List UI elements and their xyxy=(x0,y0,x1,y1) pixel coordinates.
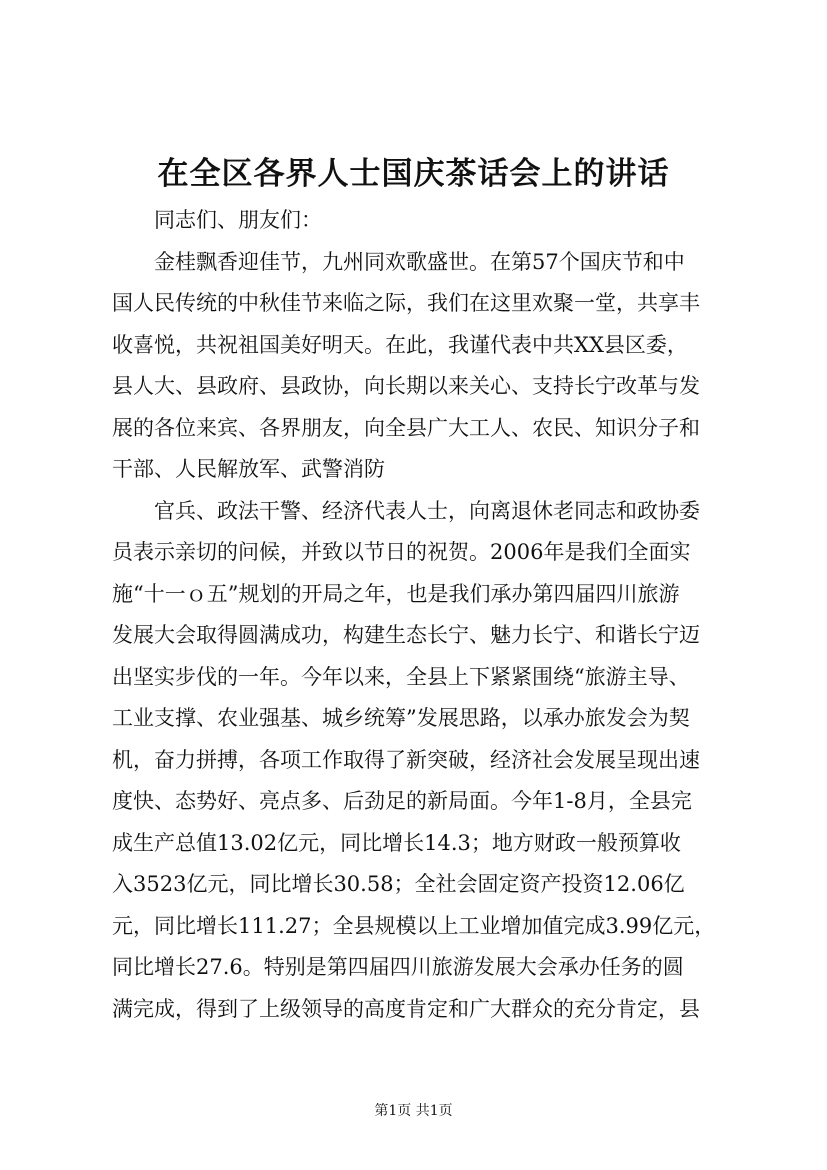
text-line: 收喜悦，共祝祖国美好明天。在此，我谨代表中共XX县区委， xyxy=(112,332,688,357)
text-line: 干部、人民解放军、武警消防 xyxy=(112,457,385,481)
text-line: 成生产总值13.02亿元，同比增长14.3；地方财政一般预算收 xyxy=(112,830,681,855)
text-line: 满完成，得到了上级领导的高度肯定和广大群众的充分肯定，县 xyxy=(112,996,700,1021)
text-line: 同比增长27.6。特别是第四届四川旅游发展大会承办任务的圆 xyxy=(112,955,684,979)
text-line: 金桂飘香迎佳节，九州同欢歌盛世。在第57个国庆节和中 xyxy=(154,249,685,274)
text-line: 国人民传统的中秋佳节来临之际，我们在这里欢聚一堂，共享丰 xyxy=(112,291,700,315)
text-line: 出坚实步伐的一年。今年以来，全县上下紧紧围绕“旅游主导、 xyxy=(112,664,690,689)
text-line: 官兵、政法干警、经济代表人士，向离退休老同志和政协委 xyxy=(154,498,700,523)
document-title: 在全区各界人士国庆茶话会上的讲话 xyxy=(157,156,670,192)
text-line: 县人大、县政府、县政协，向长期以来关心、支持长宁改革与发 xyxy=(112,374,700,398)
text-line: 同志们、朋友们： xyxy=(154,208,322,232)
document-body xyxy=(112,200,732,1030)
text-line: 展的各位来宾、各界朋友，向全县广大工人、农民、知识分子和 xyxy=(112,415,700,440)
text-line: 元，同比增长111.27；全县规模以上工业增加值完成3.99亿元， xyxy=(112,913,716,938)
text-line: 度快、态势好、亮点多、后劲足的新局面。今年1-8月，全县完 xyxy=(112,789,692,813)
text-line: 机，奋力拼搏，各项工作取得了新突破，经济社会发展呈现出速 xyxy=(112,747,700,772)
text-line: 施“十一ｏ五”规划的开局之年，也是我们承办第四届四川旅游 xyxy=(112,581,680,606)
page-footer: 第1页 共1页 xyxy=(374,1103,453,1119)
text-line: 入3523亿元，同比增长30.58；全社会固定资产投资12.06亿 xyxy=(112,872,685,896)
text-line: 工业支撑、农业强基、城乡统筹”发展思路，以承办旅发会为契 xyxy=(112,706,690,730)
text-line: 员表示亲切的问候，并致以节日的祝贺。2006年是我们全面实 xyxy=(112,540,691,564)
text-line: 发展大会取得圆满成功，构建生态长宁、魅力长宁、和谐长宁迈 xyxy=(112,623,700,647)
